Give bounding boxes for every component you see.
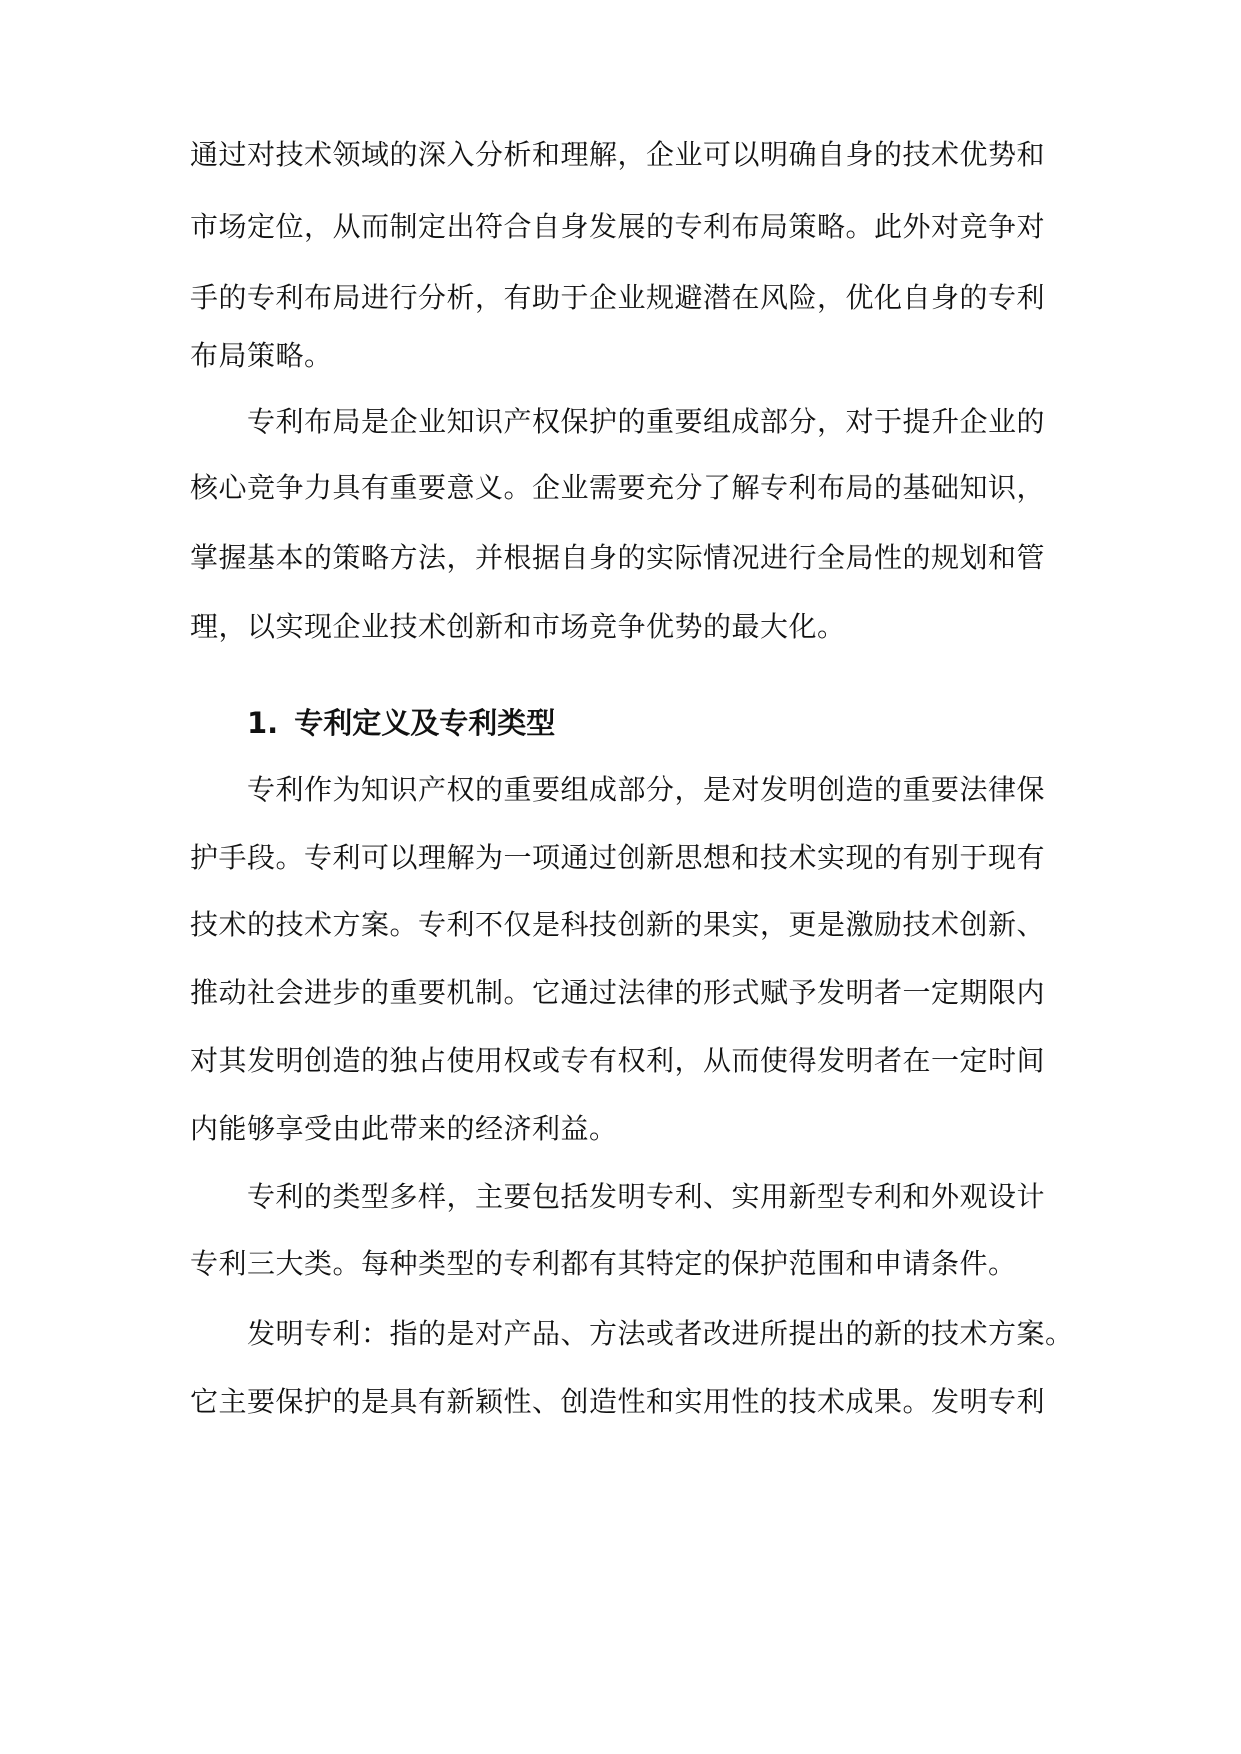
paragraph-line: 护手段。专利可以理解为一项通过创新思想和技术实现的有别于现有 (190, 841, 1046, 874)
section-heading (247, 705, 555, 741)
section-title: 专利定义及专利类型 (294, 706, 556, 740)
paragraph-line: 核心竞争力具有重要意义。企业需要充分了解专利布局的基础知识， (190, 471, 1046, 504)
section-number: 1. (247, 706, 279, 740)
paragraph-line: 推动社会进步的重要机制。它通过法律的形式赋予发明者一定期限内 (190, 976, 1046, 1009)
paragraph-line: 发明专利：指的是对产品、方法或者改进所提出的新的技术方案。 (247, 1317, 1074, 1350)
paragraph-line: 通过对技术领域的深入分析和理解，企业可以明确自身的技术优势和 (190, 138, 1046, 171)
paragraph-line: 手的专利布局进行分析，有助于企业规避潜在风险，优化自身的专利 (190, 281, 1046, 314)
paragraph-line: 专利布局是企业知识产权保护的重要组成部分，对于提升企业的 (247, 405, 1046, 438)
paragraph-line: 内能够享受由此带来的经济利益。 (190, 1112, 618, 1145)
paragraph-line: 理，以实现企业技术创新和市场竞争优势的最大化。 (190, 610, 846, 643)
paragraph-line: 专利的类型多样，主要包括发明专利、实用新型专利和外观设计 (247, 1180, 1046, 1213)
paragraph-line: 市场定位，从而制定出符合自身发展的专利布局策略。此外对竞争对 (190, 210, 1046, 243)
paragraph-line: 掌握基本的策略方法，并根据自身的实际情况进行全局性的规划和管 (190, 541, 1046, 574)
paragraph-line: 对其发明创造的独占使用权或专有权利，从而使得发明者在一定时间 (190, 1044, 1046, 1077)
paragraph-line: 专利作为知识产权的重要组成部分，是对发明创造的重要法律保 (247, 773, 1046, 806)
paragraph-line: 技术的技术方案。专利不仅是科技创新的果实，更是激励技术创新、 (190, 908, 1046, 941)
paragraph-line: 布局策略。 (190, 339, 333, 372)
paragraph-line: 它主要保护的是具有新颖性、创造性和实用性的技术成果。发明专利 (190, 1385, 1046, 1418)
paragraph-line: 专利三大类。每种类型的专利都有其特定的保护范围和申请条件。 (190, 1247, 1017, 1280)
